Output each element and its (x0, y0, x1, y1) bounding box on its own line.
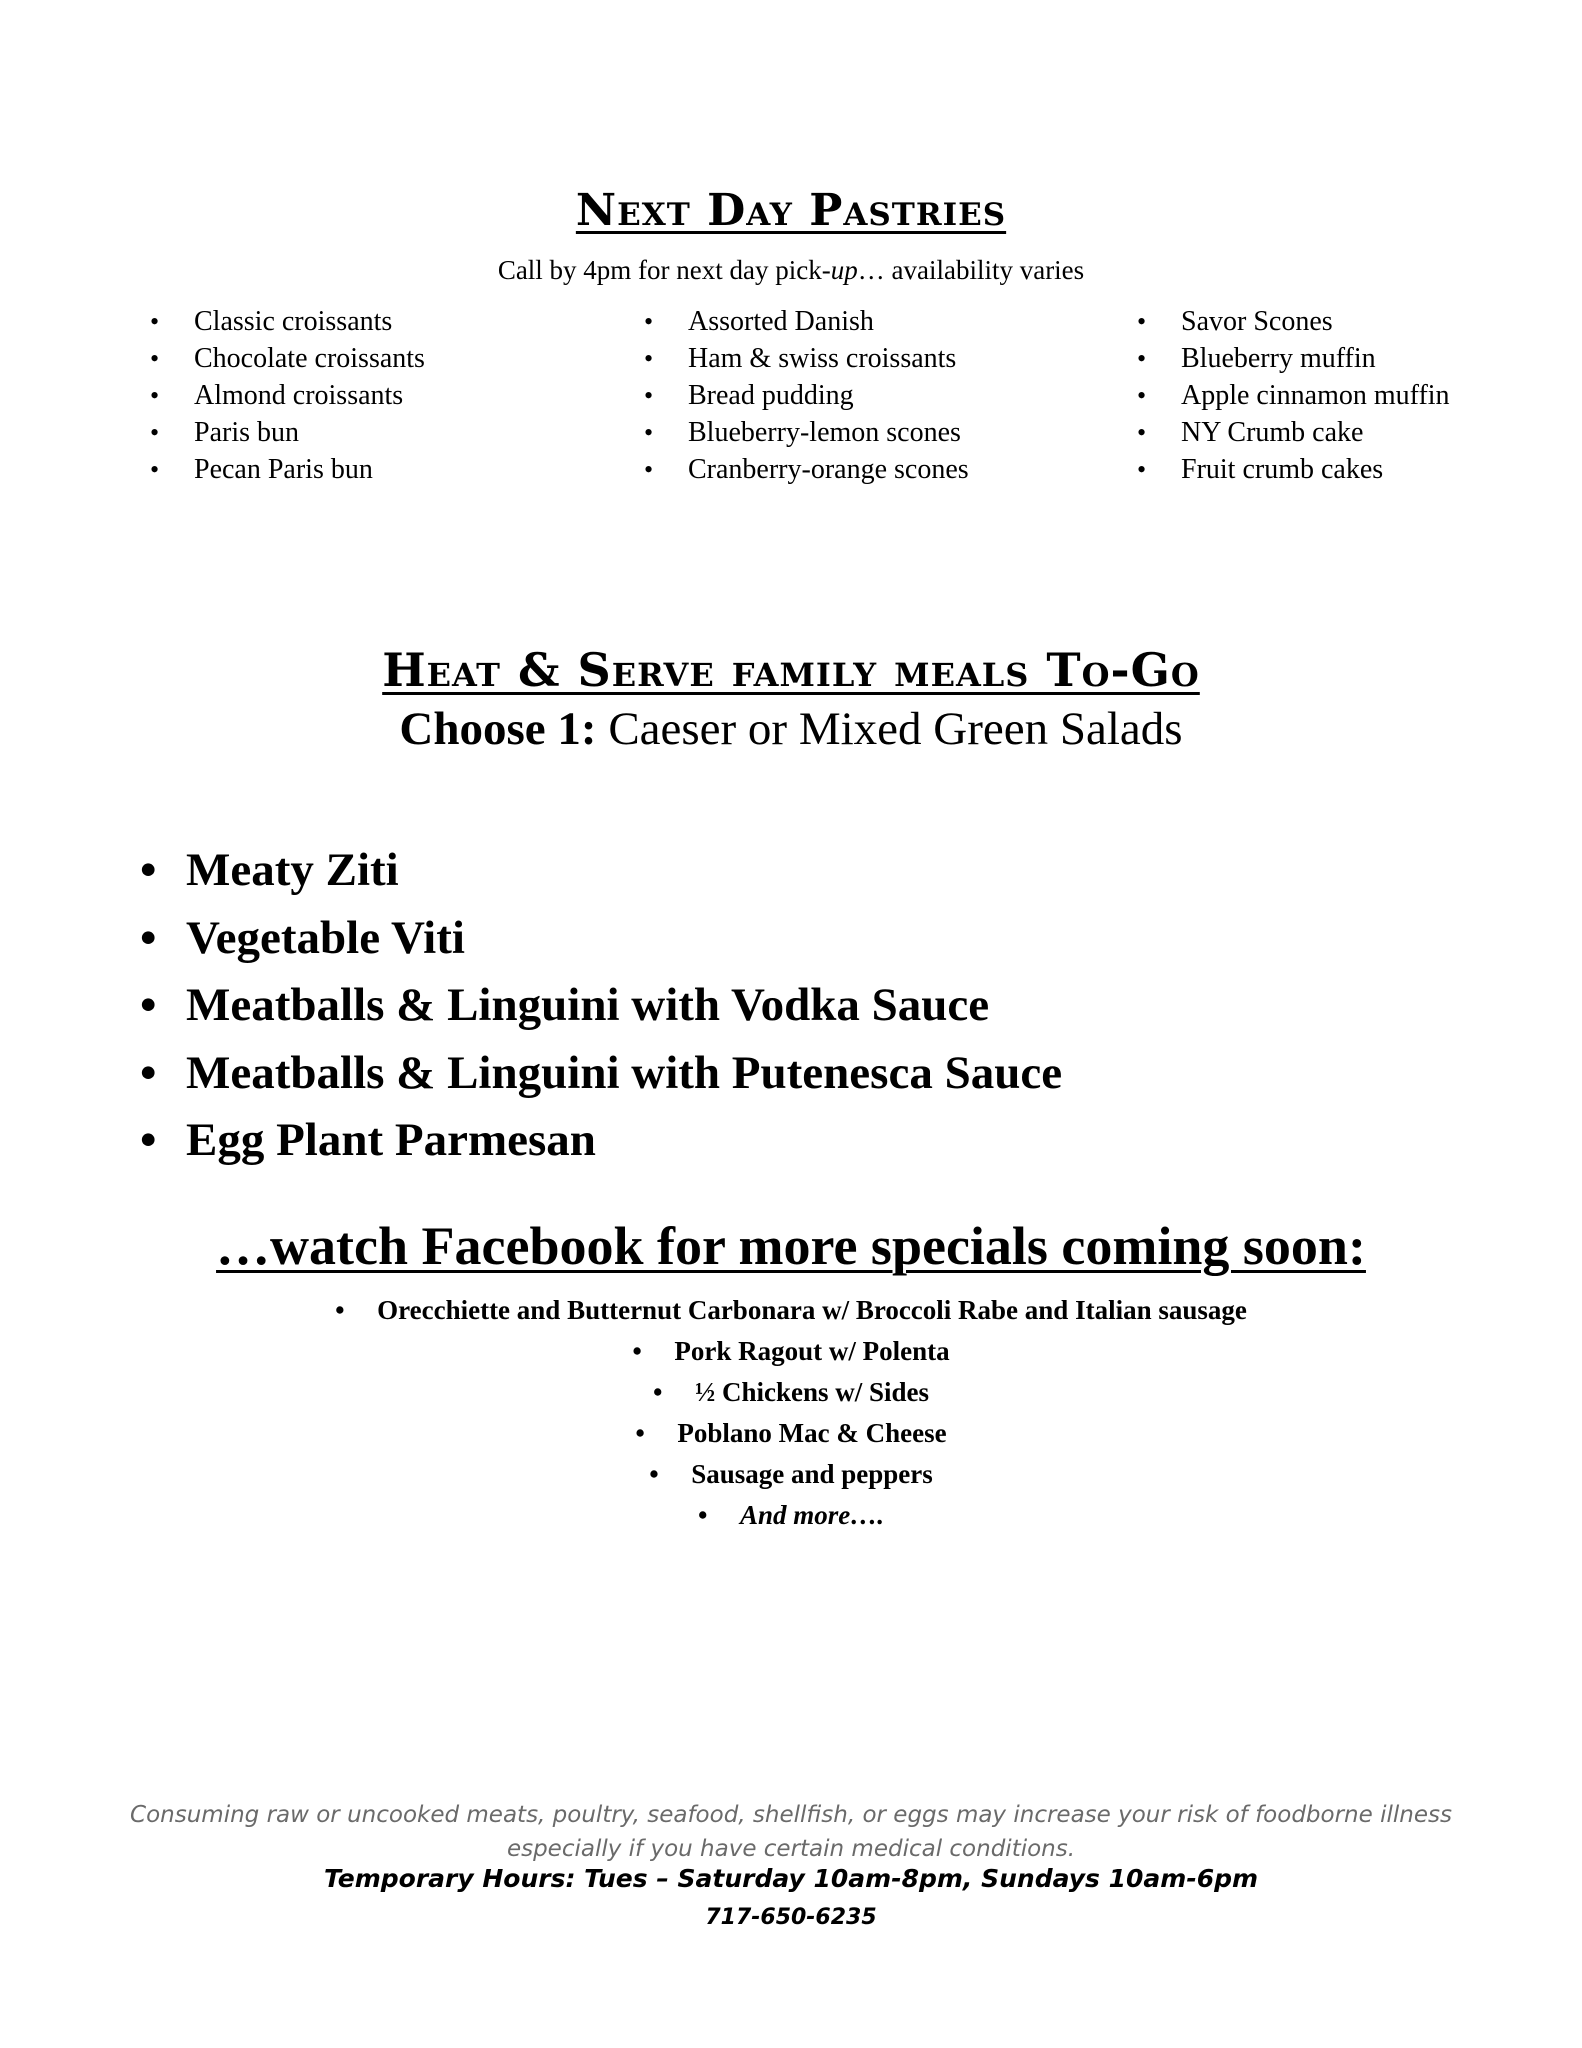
list-item: • Ham & swiss croissants (644, 340, 969, 377)
list-item: • Egg Plant Parmesan (140, 1107, 1062, 1175)
list-item: • Blueberry-lemon scones (644, 414, 969, 451)
list-item: • Vegetable Viti (140, 905, 1062, 973)
list-item: • Apple cinnamon muffin (1137, 377, 1450, 414)
business-hours: Temporary Hours: Tues – Saturday 10am-8pm, Sundays 10am-6pm (323, 1864, 1259, 1893)
pastries-heading: Next Day Pastries (575, 185, 1007, 236)
list-item: • Pecan Paris bun (150, 451, 425, 488)
list-item: • Almond croissants (150, 377, 425, 414)
pastries-list-column-1 (150, 303, 425, 488)
list-item (0, 1290, 1582, 1331)
list-item (0, 1413, 1582, 1454)
family-meals-list (140, 837, 1062, 1175)
list-item: • Assorted Danish (644, 303, 969, 340)
special-label-more: And more…. (739, 1500, 885, 1530)
pastries-list-column-3 (1137, 303, 1450, 488)
bullet-icon: • (632, 1336, 642, 1366)
list-item (0, 1454, 1582, 1495)
list-item: • Paris bun (150, 414, 425, 451)
list-item (0, 1495, 1582, 1536)
facebook-specials-heading: …watch Facebook for more specials coming soon: (216, 1216, 1366, 1276)
pastries-list-column-2 (644, 303, 969, 488)
list-item: • NY Crumb cake (1137, 414, 1450, 451)
list-item: • Classic croissants (150, 303, 425, 340)
salad-choice-line (0, 702, 1582, 756)
list-item: • Chocolate croissants (150, 340, 425, 377)
specials-list (0, 1290, 1582, 1536)
special-label: Orecchiette and Butternut Carbonara w/ Broccoli Rabe and Italian sausage (377, 1295, 1247, 1325)
special-label: Pork Ragout w/ Polenta (674, 1336, 950, 1366)
pastries-subtitle (0, 255, 1582, 286)
food-safety-disclaimer (0, 1798, 1582, 1866)
list-item (0, 1331, 1582, 1372)
bullet-icon: • (335, 1295, 345, 1325)
list-item: • Blueberry muffin (1137, 340, 1450, 377)
special-label: Poblano Mac & Cheese (677, 1418, 947, 1448)
list-item: • Bread pudding (644, 377, 969, 414)
salad-choice-lead: Choose 1: (399, 703, 597, 755)
bullet-icon: • (649, 1459, 659, 1489)
bullet-icon: • (635, 1418, 645, 1448)
special-label: ½ Chickens w/ Sides (694, 1377, 930, 1407)
list-item: • Savor Scones (1137, 303, 1450, 340)
list-item: • Meatballs & Linguini with Vodka Sauce (140, 972, 1062, 1040)
list-item (0, 1372, 1582, 1413)
list-item: • Cranberry-orange scones (644, 451, 969, 488)
list-item: • Meatballs & Linguini with Putenesca Sauce (140, 1040, 1062, 1108)
pastries-subtitle-pre: Call by 4pm for next day pick- (497, 255, 831, 285)
special-label: Sausage and peppers (691, 1459, 933, 1489)
heat-serve-heading: Heat & Serve family meals To-Go (382, 643, 1200, 697)
bullet-icon: • (697, 1500, 708, 1530)
list-item: • Meaty Ziti (140, 837, 1062, 905)
pastries-subtitle-emphasis: up (830, 255, 858, 285)
salad-choice-text: Caeser or Mixed Green Salads (596, 703, 1183, 755)
disclaimer-line-2: especially if you have certain medical conditions. (506, 1836, 1076, 1862)
phone-number: 717-650-6235 (705, 1905, 877, 1930)
list-item: • Fruit crumb cakes (1137, 451, 1450, 488)
disclaimer-line-1: Consuming raw or uncooked meats, poultry, seafood, shellfish, or eggs may increase your risk of foodborne illness (130, 1802, 1452, 1828)
pastries-subtitle-post: … availability varies (857, 255, 1085, 285)
bullet-icon: • (652, 1377, 663, 1407)
